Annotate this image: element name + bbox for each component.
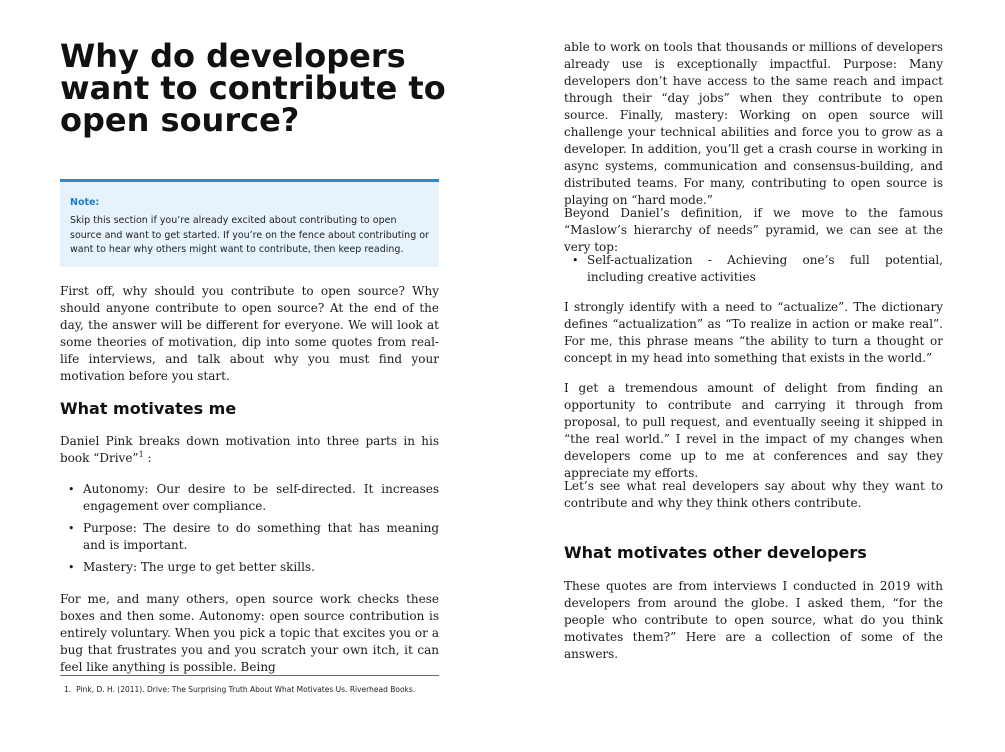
footnote-number: 1. [64,685,72,694]
footnote-ref[interactable]: 1 [138,450,144,459]
maslow-paragraph: Beyond Daniel’s definition, if we move to the famous “Maslow’s hierarchy of needs” pyramid, we can see at the very top: [564,206,943,254]
note-callout [60,179,439,267]
delight-paragraph: I get a tremendous amount of delight from finding an opportunity to contribute and carrying it through from proposal, to pull request, and eventually seeing it shipped in “the real world.” I revel in the impact of my changes when developers come up to me at conferences and say they appreciate my efforts. [564,381,943,480]
pink-suffix: : [143,451,152,465]
footnote-text: Pink, D. H. (2011). Drive: The Surprising Truth About What Motivates Us. Riverhead Books. [76,685,416,694]
motivation-list [60,481,439,576]
maslow-list [564,252,943,286]
list-item: • Mastery: The urge to get better skills. [60,559,439,576]
actualize-paragraph: I strongly identify with a need to “actualize”. The dictionary defines “actualization” as “To realize in action or make real”. For me, this phrase means “the ability to turn a thought or concept in my head into something that exists in the world.” [564,300,943,365]
list-item: • Autonomy: Our desire to be self-directed. It increases engagement over compliance. [60,481,439,515]
checks-paragraph: For me, and many others, open source work checks these boxes and then some. Autonomy: open source contribution is entirely voluntary. When you pick a topic that excites you or a bug that frustrates you and you scratch your own itch, it can feel like anything is possible. Being [60,592,439,674]
list-item: • Self-actualization - Achieving one’s full potential, including creative activities [564,252,943,286]
footnote [64,685,439,695]
pink-paragraph [60,433,439,467]
pink-text: Daniel Pink breaks down motivation into three parts in his book “Drive” [60,434,439,465]
section-heading-other-developers: What motivates other developers [564,543,867,562]
footnote-divider [60,675,439,676]
continued-paragraph: able to work on tools that thousands or millions of developers already use is exceptionally impactful. Purpose: Many developers don’t have access to the same reach and impact through their “day jobs” when they contribute to open source. Finally, mastery: Working on open source will challenge your technical abilities and force you to grow as a developer. In addition, you’ll get a crash course in working in async systems, communication and consensus-building, and distributed teams. For many, contributing to open source is playing on “hard mode.” [564,40,943,207]
note-text: Skip this section if you’re already excited about contributing to open source and want to get started. If you’re on the fence about contributing or want to hear why others might want to contribute, then keep reading. [70,215,429,255]
note-label: Note: [70,197,100,208]
quotes-paragraph: These quotes are from interviews I conducted in 2019 with developers from around the globe. I asked them, “for the people who contribute to open source, what do you think motivates them?” Here are a collection of some of the answers. [564,579,943,661]
list-item: • Purpose: The desire to do something that has meaning and is important. [60,520,439,554]
lets-see-paragraph: Let’s see what real developers say about why they want to contribute and why they think others contribute. [564,479,943,510]
intro-paragraph: First off, why should you contribute to open source? Why should anyone contribute to open source? At the end of the day, the answer will be different for everyone. We will look at some theories of motivation, dip into some quotes from real-life interviews, and talk about why you must find your motivation before you start. [60,284,439,383]
chapter-title: Why do developers want to contribute to open source? [60,37,446,139]
section-heading-what-motivates-me: What motivates me [60,399,237,418]
